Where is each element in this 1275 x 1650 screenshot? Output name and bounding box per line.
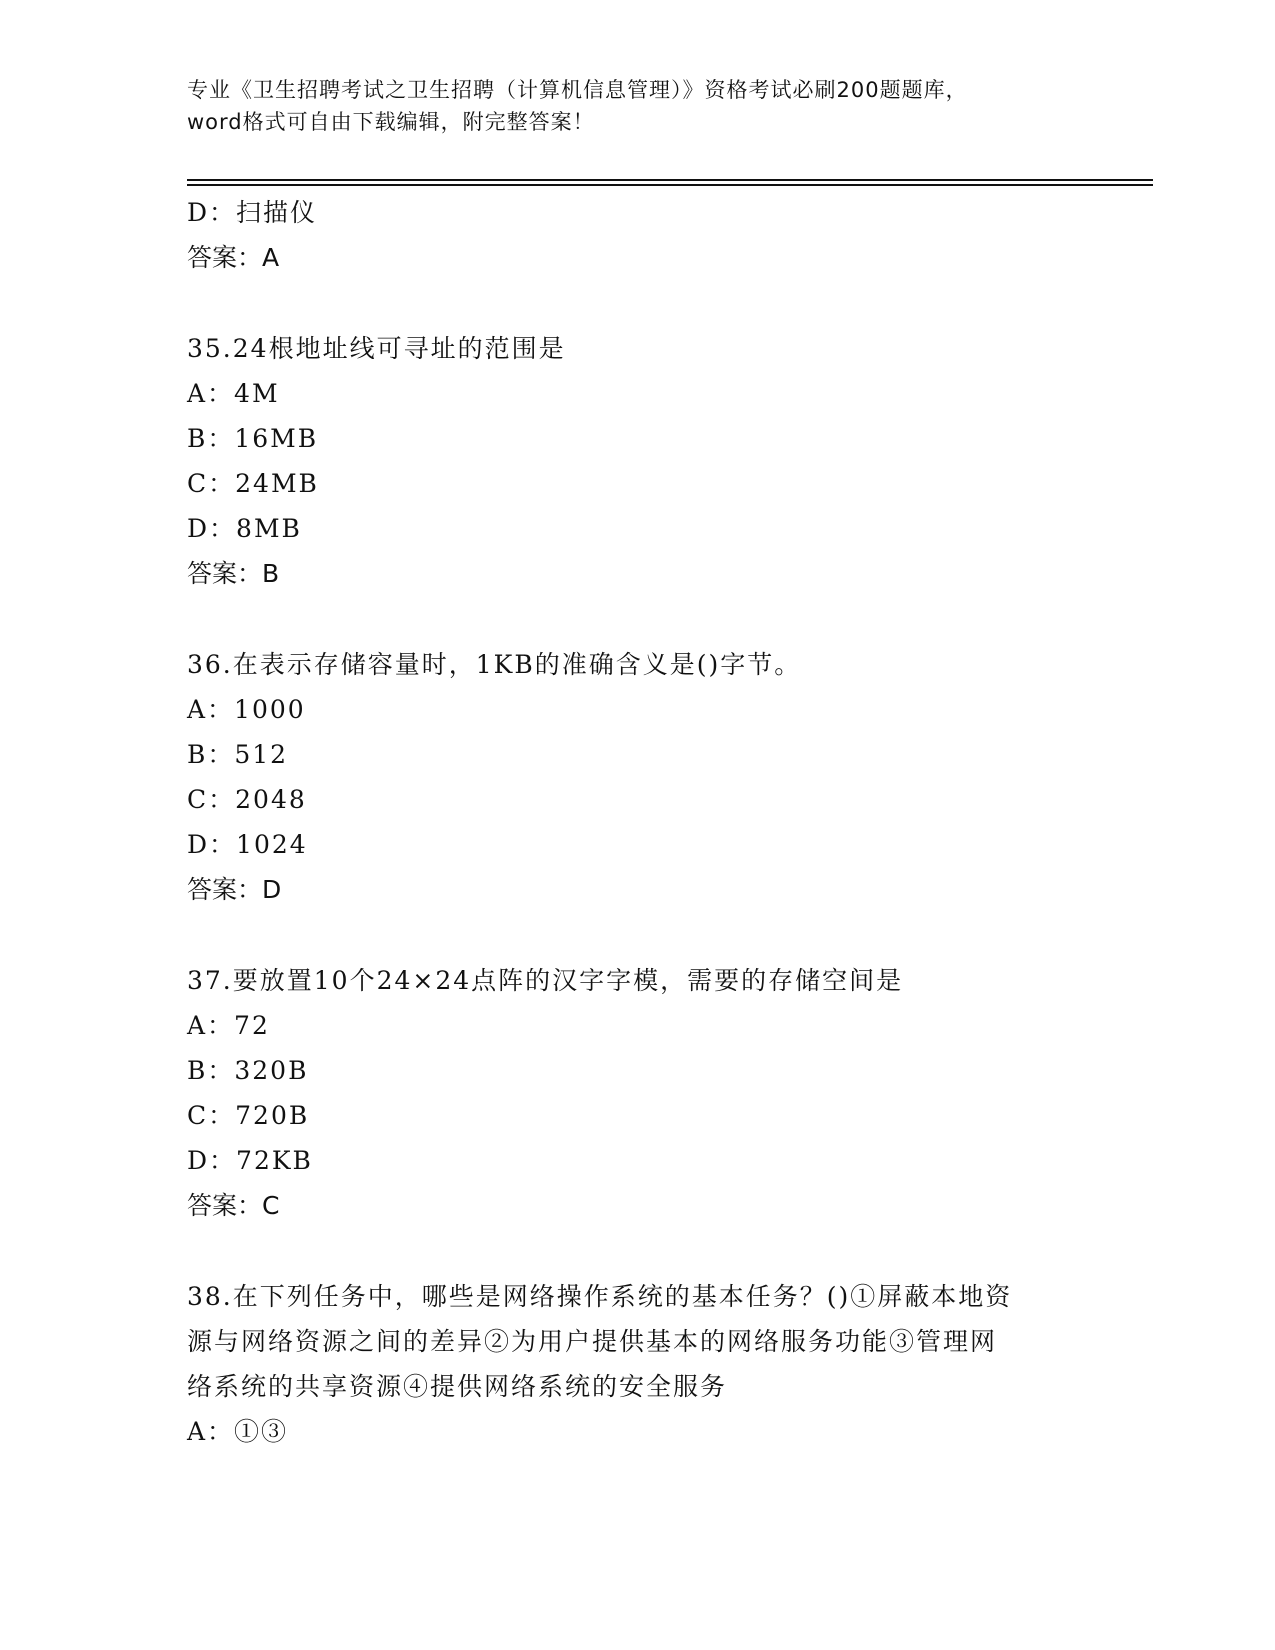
option-line: D：1024 xyxy=(187,830,308,859)
header-line-1: 专业《卫生招聘考试之卫生招聘（计算机信息管理）》资格考试必刷200题题库， xyxy=(187,78,968,102)
option-line: A：4M xyxy=(187,379,280,408)
option-line: A：72 xyxy=(187,1011,270,1040)
option-line: A：1000 xyxy=(187,695,306,724)
option-line: C：720B xyxy=(187,1101,310,1130)
answer-line: 答案：C xyxy=(187,1191,280,1220)
option-line: D：8MB xyxy=(187,514,302,543)
header-rule-bottom xyxy=(187,184,1153,186)
question-stem: 35.24根地址线可寻址的范围是 xyxy=(187,334,566,363)
option-line: C：24MB xyxy=(187,469,319,498)
option-line: D：扫描仪 xyxy=(187,198,318,227)
header-line-2: word格式可自由下载编辑，附完整答案！ xyxy=(187,110,595,134)
answer-line: 答案：D xyxy=(187,875,282,904)
question-spacer xyxy=(187,596,1087,642)
answer-line: 答案：A xyxy=(187,243,280,272)
option-line: B：512 xyxy=(187,740,289,769)
option-line: B：16MB xyxy=(187,424,319,453)
question-list xyxy=(187,190,1087,1454)
question-spacer xyxy=(187,1228,1087,1274)
header-rule-top xyxy=(187,179,1153,181)
option-line: A：①③ xyxy=(187,1417,289,1446)
question-spacer xyxy=(187,912,1087,958)
document-header xyxy=(187,74,1087,138)
question-stem: 37.要放置10个24×24点阵的汉字字模，需要的存储空间是 xyxy=(187,966,904,995)
option-line: C：2048 xyxy=(187,785,307,814)
option-line: B：320B xyxy=(187,1056,309,1085)
option-line: D：72KB xyxy=(187,1146,313,1175)
question-stem: 38.在下列任务中，哪些是网络操作系统的基本任务？()①屏蔽本地资 xyxy=(187,1282,1013,1311)
question-spacer xyxy=(187,280,1087,326)
answer-line: 答案：B xyxy=(187,559,280,588)
question-stem: 36.在表示存储容量时，1KB的准确含义是()字节。 xyxy=(187,650,802,679)
question-stem: 络系统的共享资源④提供网络系统的安全服务 xyxy=(187,1372,728,1401)
question-stem: 源与网络资源之间的差异②为用户提供基本的网络服务功能③管理网 xyxy=(187,1327,998,1356)
